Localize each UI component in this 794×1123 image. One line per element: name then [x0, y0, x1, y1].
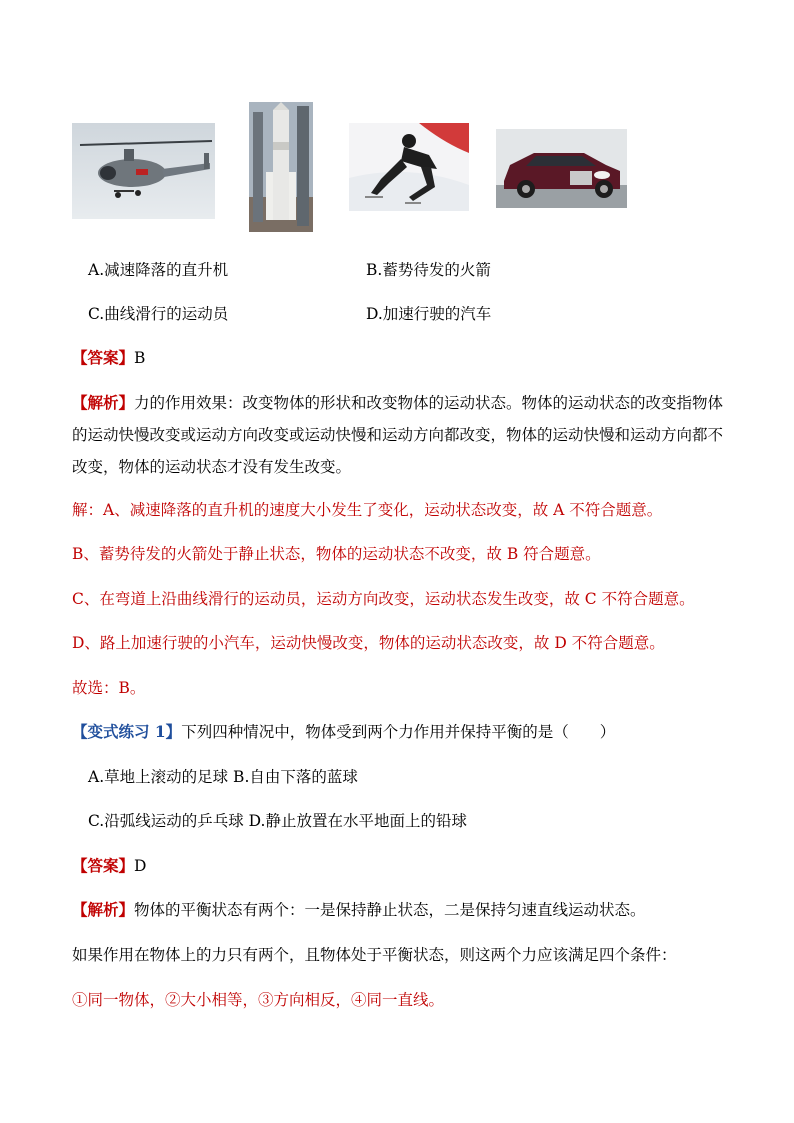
- answer-value: B: [134, 349, 146, 367]
- q1-answer: [72, 348, 145, 368]
- car-image: [496, 129, 627, 208]
- solution-line-5: 故选：B。: [72, 679, 146, 697]
- solution-line-3: C、在弯道上沿曲线滑行的运动员，运动方向改变，运动状态发生改变，故 C 不符合题意。: [72, 590, 695, 608]
- option-b: B.蓄势待发的火箭: [366, 261, 491, 279]
- q2-analysis-line-2: 如果作用在物体上的力只有两个，且物体处于平衡状态，则这两个力应该满足四个条件：: [72, 946, 677, 964]
- analysis-text: 力的作用效果：改变物体的形状和改变物体的运动状态。物体的运动状态的改变指物体的运动快慢改变或运动方向改变或运动快慢和运动方向都改变，物体的运动快慢和运动方向都不改变，物体的运动状态才没有发生改变。: [72, 394, 724, 476]
- analysis-tag: 【解析】: [72, 900, 135, 919]
- analysis-tag: 【解析】: [72, 393, 135, 412]
- q2-question: [72, 722, 615, 742]
- q2-answer: [72, 856, 146, 876]
- variant-tag: 【变式练习 1】: [72, 722, 182, 741]
- option-a: A.减速降落的直升机: [88, 261, 229, 279]
- q2-analysis-line-3: ①同一物体，②大小相等，③方向相反，④同一直线。: [72, 991, 445, 1009]
- answer-tag: 【答案】: [72, 856, 135, 875]
- answer-value: D: [134, 857, 147, 875]
- solution-line-2: B、蓄势待发的火箭处于静止状态，物体的运动状态不改变，故 B 符合题意。: [72, 545, 601, 563]
- rocket-image: [249, 102, 313, 232]
- option-ab: A.草地上滚动的足球 B.自由下落的蓝球: [88, 768, 358, 786]
- q2-analysis: [72, 900, 646, 920]
- answer-tag: 【答案】: [72, 348, 135, 367]
- speed-skater-image: [349, 123, 469, 211]
- option-c: C.曲线滑行的运动员: [88, 305, 229, 323]
- analysis-text: 物体的平衡状态有两个：一是保持静止状态，二是保持匀速直线运动状态。: [134, 901, 646, 919]
- option-cd: C.沿弧线运动的乒乓球 D.静止放置在水平地面上的铅球: [88, 812, 467, 830]
- solution-line-4: D、路上加速行驶的小汽车，运动快慢改变，物体的运动状态改变，故 D 不符合题意。: [72, 634, 665, 652]
- q1-analysis: [72, 387, 724, 483]
- helicopter-image: [72, 123, 215, 219]
- question-text: 下列四种情况中，物体受到两个力作用并保持平衡的是（ ）: [181, 723, 616, 741]
- option-d: D.加速行驶的汽车: [366, 305, 492, 323]
- solution-line-1: 解：A、减速降落的直升机的速度大小发生了变化，运动状态改变，故 A 不符合题意。: [72, 501, 663, 519]
